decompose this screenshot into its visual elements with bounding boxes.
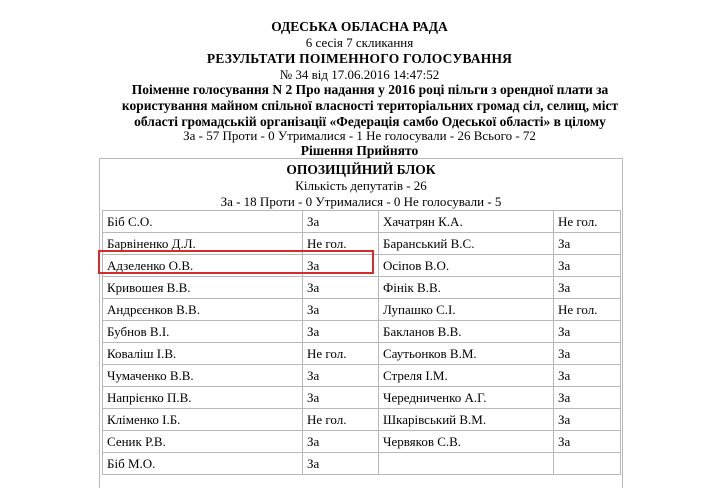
table-row bbox=[103, 299, 621, 321]
deputy-vote: За bbox=[303, 255, 379, 277]
deputy-vote: За bbox=[303, 299, 379, 321]
deputy-name: Біб С.О. bbox=[103, 211, 303, 233]
deputy-name: Чередниченко А.Г. bbox=[379, 387, 554, 409]
council-name: ОДЕСЬКА ОБЛАСНА РАДА bbox=[271, 19, 448, 34]
deputy-name: Бакланов В.В. bbox=[379, 321, 554, 343]
vote-number: № 34 від 17.06.2016 14:47:52 bbox=[279, 67, 440, 82]
deputy-vote: За bbox=[554, 431, 621, 453]
deputy-name: Лупашко С.І. bbox=[379, 299, 554, 321]
deputy-vote: Не гол. bbox=[554, 211, 621, 233]
faction-votes-summary: За - 18 Проти - 0 Утрималися - 0 Не голосували - 5 bbox=[220, 194, 502, 209]
deputy-vote: За bbox=[303, 277, 379, 299]
deputy-name: Адзеленко О.В. bbox=[103, 255, 303, 277]
deputy-name: Кліменко І.Б. bbox=[103, 409, 303, 431]
deputy-name: Фінік В.В. bbox=[379, 277, 554, 299]
table-row bbox=[103, 409, 621, 431]
deputy-name: Шкарівський В.М. bbox=[379, 409, 554, 431]
table-row bbox=[103, 387, 621, 409]
deputy-name: Хачатрян К.А. bbox=[379, 211, 554, 233]
table-row bbox=[103, 211, 621, 233]
deputy-name: Саутьонков В.М. bbox=[379, 343, 554, 365]
deputy-name: Червяков С.В. bbox=[379, 431, 554, 453]
results-title: РЕЗУЛЬТАТИ ПОІМЕННОГО ГОЛОСУВАННЯ bbox=[206, 51, 513, 66]
deputy-vote: За bbox=[554, 255, 621, 277]
deputy-name: Чумаченко В.В. bbox=[103, 365, 303, 387]
table-row bbox=[103, 321, 621, 343]
deputy-name: Андрєєнков В.В. bbox=[103, 299, 303, 321]
deputy-vote: За bbox=[554, 343, 621, 365]
deputy-vote: Не гол. bbox=[554, 299, 621, 321]
deputy-vote: За bbox=[554, 387, 621, 409]
vote-subject: Поіменне голосування N 2 Про надання у 2016 році пільги з орендної плати за користування майном спільної власності територіальних громад сіл, селищ, міст області громадській організації «Федерація самбо Одеської області» в цілому bbox=[121, 82, 619, 129]
deputy-vote: За bbox=[303, 211, 379, 233]
deputy-name: Коваліш І.В. bbox=[103, 343, 303, 365]
faction-title: ОПОЗИЦІЙНИЙ БЛОК bbox=[286, 162, 436, 177]
deputy-vote: За bbox=[554, 409, 621, 431]
deputy-name: Бубнов В.І. bbox=[103, 321, 303, 343]
vote-totals: За - 57 Проти - 0 Утрималися - 1 Не голосували - 26 Всього - 72 bbox=[183, 128, 536, 143]
deputy-vote: За bbox=[303, 321, 379, 343]
table-row bbox=[103, 255, 621, 277]
deputy-vote: Не гол. bbox=[303, 343, 379, 365]
deputy-vote: За bbox=[554, 233, 621, 255]
deputy-vote: За bbox=[303, 431, 379, 453]
deputy-name: Напрієнко П.В. bbox=[103, 387, 303, 409]
deputy-vote bbox=[554, 453, 621, 475]
deputy-vote: За bbox=[554, 277, 621, 299]
session-info: 6 сесія 7 скликання bbox=[305, 35, 414, 50]
table-row bbox=[103, 343, 621, 365]
deputy-name: Баранський В.С. bbox=[379, 233, 554, 255]
deputy-name: Осіпов В.О. bbox=[379, 255, 554, 277]
deputy-name: Біб М.О. bbox=[103, 453, 303, 475]
table-row bbox=[103, 277, 621, 299]
deputy-vote: За bbox=[303, 387, 379, 409]
deputy-name: Стреля І.М. bbox=[379, 365, 554, 387]
deputy-name: Кривошея В.В. bbox=[103, 277, 303, 299]
deputy-vote: Не гол. bbox=[303, 233, 379, 255]
deputy-vote: За bbox=[303, 365, 379, 387]
deputy-vote: За bbox=[303, 453, 379, 475]
deputy-name: Барвіненко Д.Л. bbox=[103, 233, 303, 255]
table-row bbox=[103, 365, 621, 387]
deputy-vote: За bbox=[554, 321, 621, 343]
faction-deputy-count: Кількість депутатів - 26 bbox=[295, 178, 427, 193]
table-row bbox=[103, 453, 621, 475]
table-row bbox=[103, 431, 621, 453]
deputy-name bbox=[379, 453, 554, 475]
deputy-vote: За bbox=[554, 365, 621, 387]
faction-block bbox=[99, 158, 623, 488]
table-row bbox=[103, 233, 621, 255]
deputy-vote: Не гол. bbox=[303, 409, 379, 431]
votes-table bbox=[102, 210, 621, 475]
decision: Рішення Прийнято bbox=[300, 143, 419, 158]
deputy-name: Сеник Р.В. bbox=[103, 431, 303, 453]
